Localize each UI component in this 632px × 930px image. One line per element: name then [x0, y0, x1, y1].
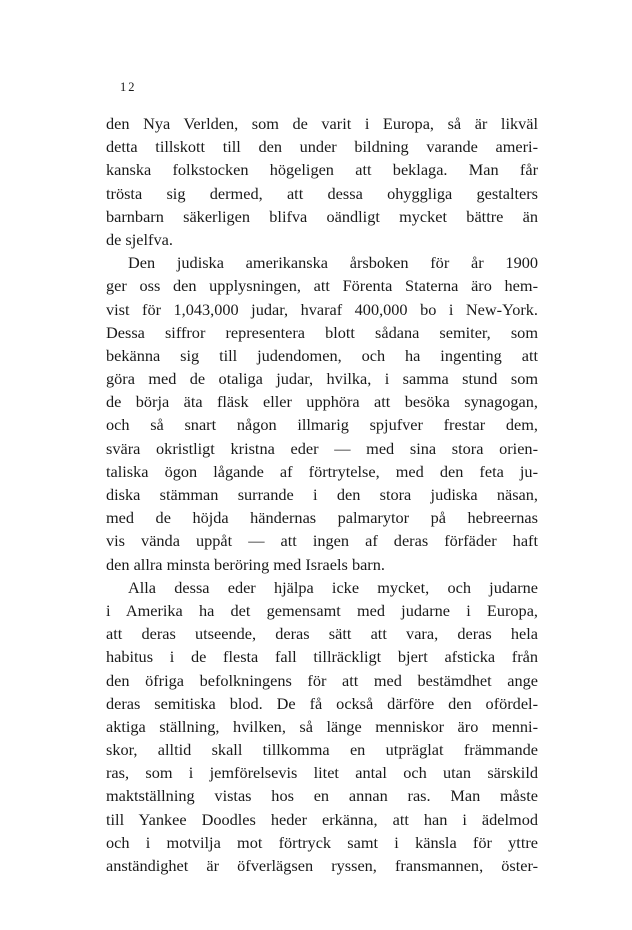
text-line: Alla dessa eder hjälpa icke mycket, och judarne [128, 577, 538, 597]
text-line: den öfriga befolkningens för att med bestämdhet ange [106, 670, 538, 690]
text-line: och så snart någon illmarig spjufver frestar dem, [106, 415, 538, 435]
text-line: maktställning vistas hos en annan ras. Man måste [106, 786, 538, 806]
text-line: aktiga ställning, hvilken, så länge menniskor äro menni- [106, 716, 538, 736]
text-line: göra med de otaliga judar, hvilka, i samma stund som [106, 369, 538, 389]
text-line: anständighet är öfverlägsen ryssen, fransmannen, öster- [106, 856, 538, 875]
text-line: trösta sig dermed, att dessa ohyggliga gestalters [106, 183, 538, 203]
text-line: den allra minsta beröring med Israels barn. [106, 554, 385, 574]
text-line: med de höjda händernas palmarytor på hebreernas [106, 508, 538, 528]
body-text [106, 112, 538, 877]
text-line: Den judiska amerikanska årsboken för år 1900 [128, 253, 538, 273]
text-line: bekänna sig till judendomen, och ha ingenting att [106, 345, 538, 365]
text-line: vist för 1,043,000 judar, hvaraf 400,000 bo i New-York. [106, 299, 538, 319]
text-line: vis vända uppåt — att ingen af deras förfäder haft [106, 531, 538, 551]
text-line: de sjelfva. [106, 229, 173, 249]
text-line: taliska ögon lågande af förtrytelse, med den feta ju- [106, 461, 538, 481]
text-line: den Nya Verlden, som de varit i Europa, så är likväl [106, 114, 538, 133]
text-line: i Amerika ha det gemensamt med judarne i Europa, [106, 600, 538, 620]
text-line: svära okristligt kristna eder — med sina stora orien- [106, 438, 538, 458]
text-line: habitus i de flesta fall tillräckligt bjert afsticka från [106, 647, 538, 667]
text-line: skor, alltid skall tillkomma en utpräglat främmande [106, 740, 538, 760]
text-line: till Yankee Doodles heder erkänna, att han i ädelmod [106, 809, 538, 829]
text-line: ras, som i jemförelsevis litet antal och utan särskild [106, 763, 538, 783]
text-line: Dessa siffror representera blott sådana semiter, som [106, 322, 538, 342]
text-line: och i motvilja mot förtryck samt i känsla för yttre [106, 832, 538, 852]
text-line: diska stämman surrande i den stora judiska näsan, [106, 485, 538, 504]
text-line: detta tillskott till den under bildning varande ameri- [106, 137, 538, 157]
text-line: barnbarn säkerligen blifva oändligt mycket bättre än [106, 206, 538, 226]
text-line: att deras utseende, deras sätt att vara, deras hela [106, 624, 538, 644]
text-line: kanska folkstocken högeligen att beklaga. Man får [106, 160, 538, 180]
text-line: de börja äta fläsk eller upphöra att besöka synagogan, [106, 392, 538, 412]
text-line: deras semitiska blod. De få också därföre den ofördel- [106, 693, 538, 713]
text-line: ger oss den upplysningen, att Förenta Staterna äro hem- [106, 276, 538, 296]
page-number: 12 [120, 80, 137, 94]
